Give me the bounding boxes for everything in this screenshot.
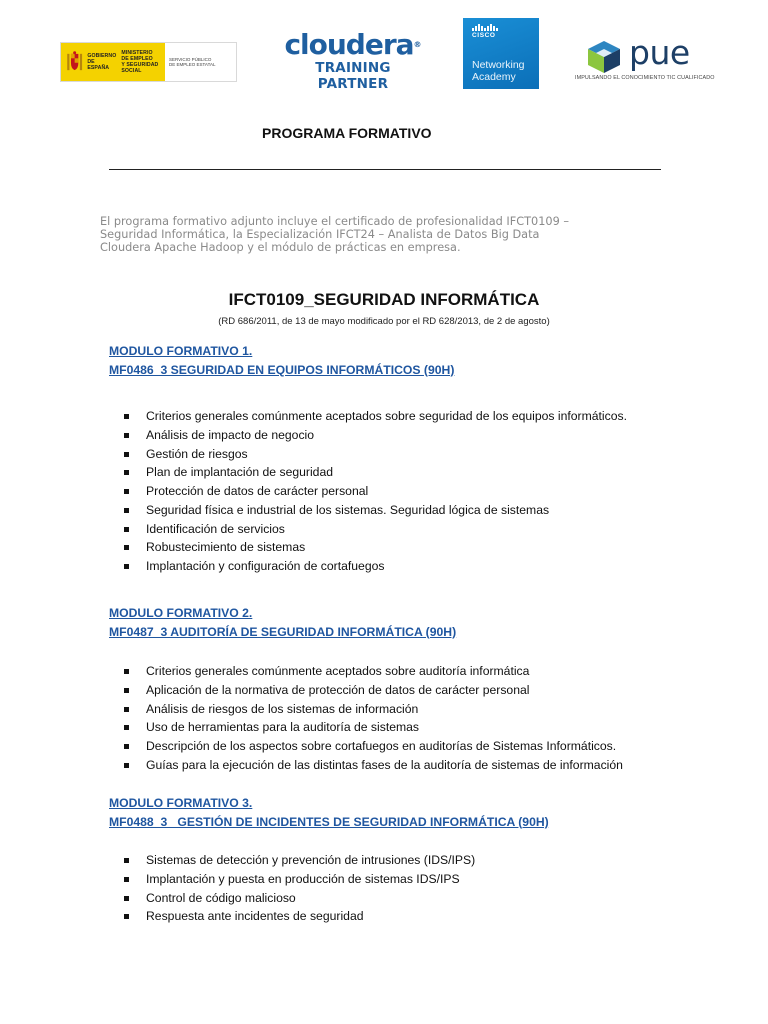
list-item-text: Gestión de riesgos (146, 446, 248, 461)
list-item-text: Plan de implantación de seguridad (146, 465, 334, 480)
list-item-text: Análisis de riesgos de los sistemas de información (146, 701, 419, 716)
list-item-text: Implantación y puesta en producción de sistemas IDS/IPS (146, 871, 460, 886)
list-item (124, 907, 475, 926)
list-item (124, 889, 475, 908)
list-item (124, 482, 627, 501)
pue-logo (573, 35, 713, 90)
list-item-text: Sistemas de detección y prevención de intrusiones (IDS/IPS) (146, 853, 476, 867)
bullet-icon (124, 564, 129, 569)
module-3-heading[interactable]: MODULO FORMATIVO 3. (109, 796, 253, 810)
sepe-text: SERVICIO PÚBLICO DE EMPLEO ESTATAL (169, 56, 216, 67)
list-item-text: Seguridad física e industrial de los sistemas. Seguridad lógica de sistemas (146, 502, 550, 517)
list-item-text: Uso de herramientas para la auditoría de sistemas (146, 720, 420, 735)
bullet-icon (124, 470, 129, 475)
list-item (124, 851, 475, 870)
list-item-text: Descripción de los aspectos sobre cortafuegos en auditorías de Sistemas Informáticos. (146, 739, 617, 753)
module-3-topics (124, 851, 475, 926)
list-item (124, 662, 623, 681)
intro-paragraph: El programa formativo adjunto incluye el certificado de profesionalidad IFCT0109 – Seguridad Informática, la Especialización IFCT24 – Analista de Datos Big Data Cloudera Apache Hadoop y el módulo de prácticas en empresa. (100, 215, 569, 254)
certificate-title: IFCT0109_SEGURIDAD INFORMÁTICA (228, 290, 540, 309)
pue-cube-icon (585, 39, 623, 75)
bullet-icon (124, 508, 129, 513)
cisco-academy-text: Networking Academy (472, 59, 525, 83)
bullet-icon (124, 688, 129, 693)
list-item (124, 681, 623, 700)
module-2-topics (124, 662, 623, 775)
list-item (124, 756, 623, 775)
certificate-subtitle: (RD 686/2011, de 13 de mayo modificado por el RD 628/2013, de 2 de agosto) (218, 316, 550, 327)
gobierno-espana-logo (60, 42, 237, 82)
list-item (124, 463, 627, 482)
list-item-text: Análisis de impacto de negocio (146, 427, 315, 442)
bullet-icon (124, 914, 129, 919)
list-item (124, 870, 475, 889)
registered-mark: ® (413, 40, 422, 49)
list-item-text: Control de código malicioso (146, 890, 296, 905)
bullet-icon (124, 877, 129, 882)
bullet-icon (124, 896, 129, 901)
module-2-code[interactable]: MF0487_3 AUDITORÍA DE SEGURIDAD INFORMÁTICA (90H) (109, 624, 457, 639)
list-item (124, 718, 623, 737)
bullet-icon (124, 707, 129, 712)
bullet-icon (124, 725, 129, 730)
list-item (124, 520, 627, 539)
ministry-text: MINISTERIO DE EMPLEO Y SEGURIDAD SOCIAL (121, 50, 159, 74)
list-item-text: Criterios generales comúnmente aceptados sobre seguridad de los equipos informáticos. (146, 409, 627, 423)
list-item-text: Robustecimiento de sistemas (146, 540, 306, 555)
document-title: PROGRAMA FORMATIVO (262, 125, 432, 141)
cloudera-subtitle: TRAINING PARTNER (315, 60, 391, 92)
bullet-icon (124, 669, 129, 674)
module-1-topics (124, 407, 627, 576)
module-1-hours[interactable]: (90H) (423, 362, 455, 377)
list-item (124, 538, 627, 557)
cisco-brand: CISCO (472, 32, 496, 39)
bullet-icon (124, 489, 129, 494)
list-item-text: Guías para la ejecución de las distintas fases de la auditoría de sistemas de información (146, 757, 623, 772)
list-item-text: Respuesta ante incidentes de seguridad (146, 909, 364, 924)
list-item (124, 407, 627, 426)
bullet-icon (124, 858, 129, 863)
module-3-code[interactable]: MF0488_3 GESTIÓN DE INCIDENTES DE SEGURIDAD INFORMÁTICA (90H) (109, 814, 549, 829)
bullet-icon (124, 744, 129, 749)
list-item-text: Identificación de servicios (146, 521, 285, 536)
cisco-networking-academy-logo (463, 18, 539, 89)
list-item-text: Implantación y configuración de cortafuegos (146, 559, 385, 573)
cisco-bars-icon (472, 24, 539, 31)
title-divider (109, 169, 661, 170)
list-item (124, 501, 627, 520)
bullet-icon (124, 414, 129, 419)
module-2-header[interactable] (109, 604, 456, 641)
bullet-icon (124, 763, 129, 768)
bullet-icon (124, 545, 129, 550)
list-item (124, 426, 627, 445)
list-item-text: Protección de datos de carácter personal (146, 484, 369, 498)
module-2-heading[interactable]: MODULO FORMATIVO 2. (109, 606, 253, 620)
pue-name: pue (629, 33, 690, 72)
cloudera-logo (278, 28, 428, 92)
module-3-header[interactable] (109, 794, 549, 831)
bullet-icon (124, 433, 129, 438)
cloudera-name: cloudera (284, 28, 414, 61)
module-1-heading[interactable]: MODULO FORMATIVO 1. (109, 344, 253, 358)
bullet-icon (124, 527, 129, 532)
list-item (124, 700, 623, 719)
gobierno-text: GOBIERNO DE ESPAÑA (87, 53, 117, 71)
list-item (124, 557, 627, 576)
module-1-header[interactable] (109, 342, 454, 379)
module-1-code[interactable]: MF0486_3 SEGURIDAD EN EQUIPOS INFORMÁTICOS (109, 362, 421, 377)
gobierno-yellow-band (61, 43, 165, 81)
list-item-text: Aplicación de la normativa de protección de datos de carácter personal (146, 682, 530, 697)
pue-tagline: IMPULSANDO EL CONOCIMIENTO TIC CUALIFICADO (575, 75, 715, 81)
bullet-icon (124, 452, 129, 457)
list-item (124, 445, 627, 464)
list-item (124, 737, 623, 756)
list-item-text: Criterios generales comúnmente aceptados sobre auditoría informática (146, 664, 530, 678)
coat-of-arms-icon (65, 47, 84, 77)
